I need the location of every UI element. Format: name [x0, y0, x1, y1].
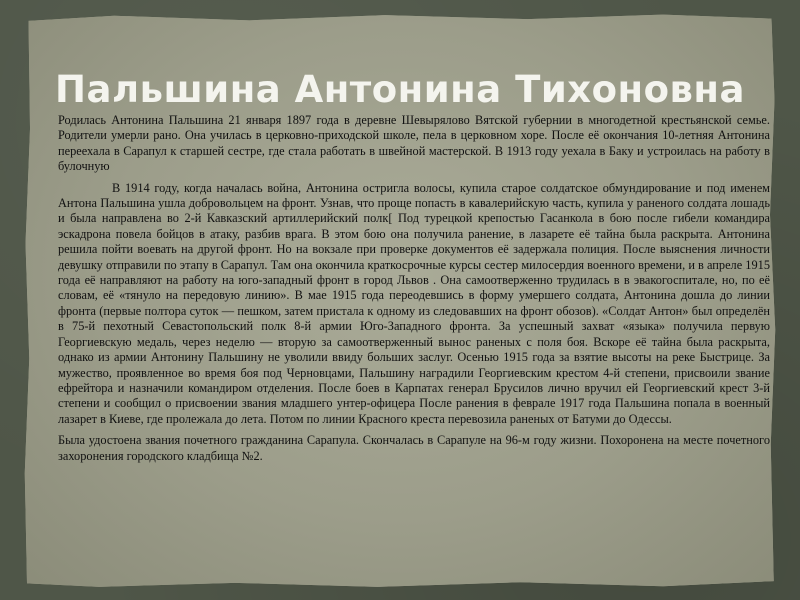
paragraph-war-service: В 1914 году, когда началась война, Антонина остригла волосы, купила старое солдатское обмундирование и под именем Антона Пальшина ушла добровольцем на фронт. Узнав, что проще попасть в кавалерийскую часть, купила у раненого солдата лошадь и была направлена во 2-й Кавказский артиллерийский полк[ Под турецкой крепостью Гасанкола в бою после гибели командира эскадрона повела бойцов в атаку, разбив врага. В этом бою она получила ранение, в лазарете её тайна была раскрыта. Антонина решила пойти воевать на другой фронт. Но на вокзале при проверке документов её задержала полиция. После выяснения личности девушку отправили по этапу в Сарапул. Там она окончила краткосрочные курсы сестер милосердия военного времени, и в апреле 1915 года её направляют на работу на юго-западный фронт в город Львов . Она самоотверженно трудилась в в эвакогоспитале, но, по её словам, её «тянуло на передовую линию». В мае 1915 года переодевшись в форму умершего солдата, Антонина дошла до линии фронта (первые полтора суток — пешком, затем пристала к одному из следовавших на фронт обозов). «Солдат Антон» был определён в 75-й пехотный Севастопольский полк 8-й армии Юго-Западного фронта. За успешный захват «языка» получила первую Георгиевскую медаль, через неделю — вторую за самоотверженный вынос раненых с поля боя. Вскоре её тайна была раскрыта, однако из армии Антонину Пальшину не уволили ввиду больших заслуг. Осенью 1915 года за взятие высоты на реке Быстрице. За мужество, проявленное во время боя под Черновцами, Пальшину наградили Георгиевским крестом 4-й степени, присвоили звание ефрейтора и назначили командиром отделения. После боев в Карпатах генерал Брусилов лично вручил ей Георгиевский крест 3-й степени и сообщил о присвоении звания младшего унтер-офицера После ранения в феврале 1917 года Пальшина попала в военный лазарет в Киеве, где пролежала до лета. Потом по линии Красного креста перевозила раненых от Батуми до Одессы. — [58, 180, 770, 426]
paragraph-early-life: Родилась Антонина Пальшина 21 января 1897 года в деревне Шевырялово Вятской губернии в многодетной крестьянской семье. Родители умерли рано. Она училась в церковно-приходской школе, пела в церковном хоре. После её окончания 10-летняя Антонина переехала в Сарапул к старшей сестре, где стала работать в швейной мастерской. В 1913 году уехала в Баку и устроилась на работу в булочную — [58, 113, 770, 174]
page-title: Пальшина Антонина Тихоновна — [55, 68, 745, 111]
paragraph-later-life: Была удостоена звания почетного гражданина Сарапула. Скончалась в Сарапуле на 96-м году жизни. Похоронена на месте почетного захоронения городского кладбища №2. — [58, 433, 770, 463]
biography-text — [58, 113, 770, 470]
